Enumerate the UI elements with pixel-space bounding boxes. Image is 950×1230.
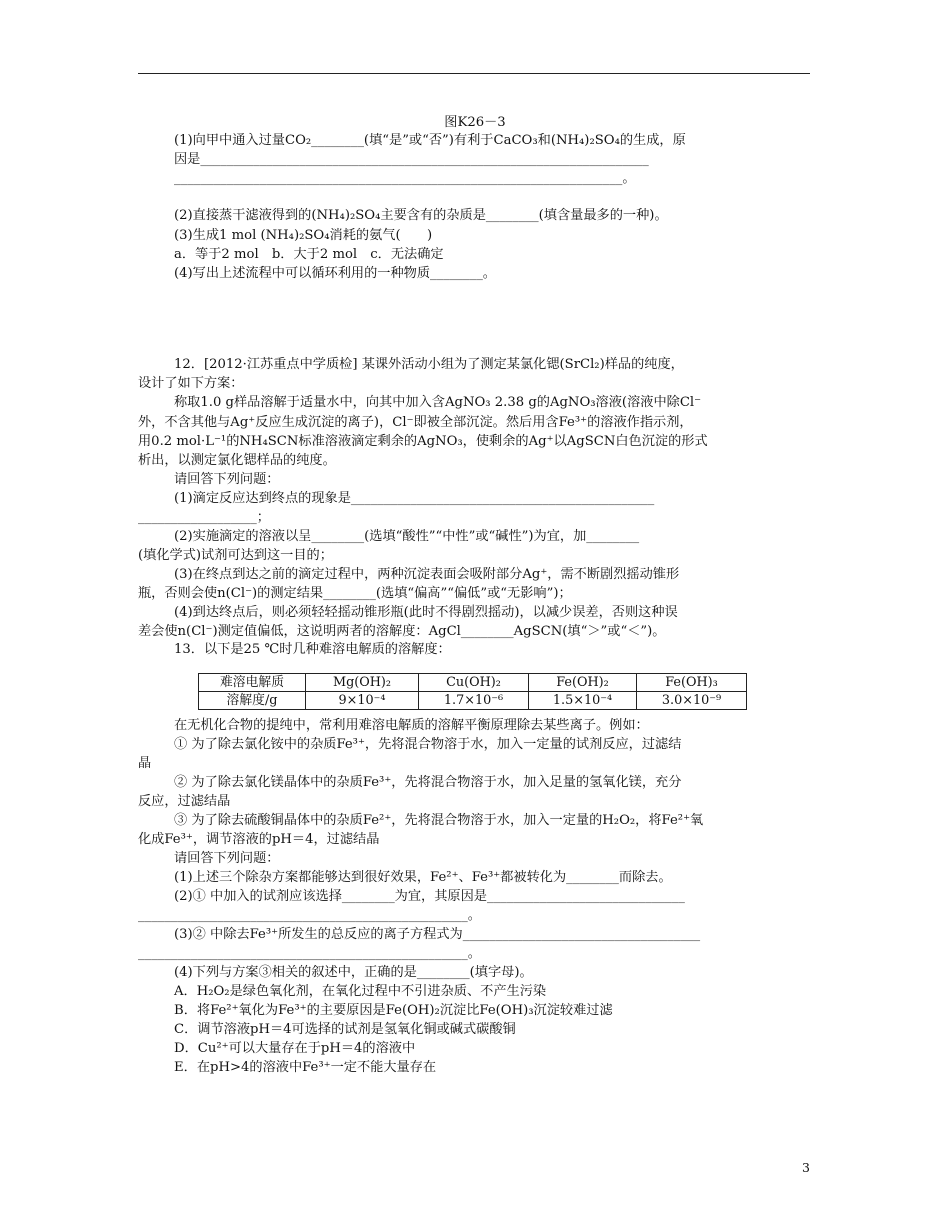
text-line: 12．[2012·江苏重点中学质检] 某课外活动小组为了测定某氯化锶(SrCl₂)样品的纯度， [174,357,684,372]
text-line: 称取1.0 g样品溶解于适量水中，向其中加入含AgNO₃ 2.38 g的AgNO₃溶液(溶液中除Cl⁻ [174,395,702,410]
table-cell: 9×10⁻⁴ [306,692,419,710]
text-line: E．在pH>4的溶液中Fe³⁺一定不能大量存在 [174,1060,437,1075]
table-row [199,692,747,710]
text-line: ____________________________________________________________________。 [174,171,636,186]
text-line: A．H₂O₂是绿色氧化剂，在氧化过程中不引进杂质、不产生污染 [174,984,547,999]
text-line: 因是____________________________________________________________________ [174,152,649,167]
table-cell: 1.5×10⁻⁴ [529,692,637,710]
text-line: 外，不含其他与Ag⁺反应生成沉淀的离子)，Cl⁻即被全部沉淀。然后用含Fe³⁺的溶液作指示剂， [138,415,693,430]
table-header-cell: Cu(OH)₂ [419,674,529,692]
table-cell: 溶解度/g [199,692,306,710]
text-line: 在无机化合物的提纯中，常利用难溶电解质的溶解平衡原理除去某些离子。例如： [174,718,649,733]
table-header-cell: Fe(OH)₂ [529,674,637,692]
text-line: B．将Fe²⁺氧化为Fe³⁺的主要原因是Fe(OH)₂沉淀比Fe(OH)₃沉淀较难过滤 [174,1003,613,1018]
text-line: 请回答下列问题： [174,472,280,487]
text-line: 13．以下是25 ℃时几种难溶电解质的溶解度： [174,642,451,657]
text-line: (3)在终点到达之前的滴定过程中，两种沉淀表面会吸附部分Ag⁺，需不断剧烈摇动锥形 [174,567,680,582]
text-line: (1)滴定反应达到终点的现象是______________________________________________ [174,491,655,506]
table-cell: 3.0×10⁻⁹ [637,692,747,710]
text-line: ③ 为了除去硫酸铜晶体中的杂质Fe²⁺，先将混合物溶于水，加入一定量的H₂O₂，将Fe²⁺氧 [174,813,704,828]
table-header-cell: Mg(OH)₂ [306,674,419,692]
text-line: C．调节溶液pH＝4可选择的试剂是氢氧化铜或碱式碳酸铜 [174,1022,516,1037]
text-line: (3)② 中除去Fe³⁺所发生的总反应的离子方程式为____________________________________ [174,927,701,942]
text-line: (1)上述三个除杂方案都能够达到很好效果，Fe²⁺、Fe³⁺都被转化为________而除去。 [174,870,672,885]
table-cell: 1.7×10⁻⁶ [419,692,529,710]
text-line: a．等于2 mol b．大于2 mol c．无法确定 [174,247,444,262]
text-line: ① 为了除去氯化铵中的杂质Fe³⁺，先将混合物溶于水，加入一定量的试剂反应，过滤结 [174,737,682,752]
header-rule [138,73,810,74]
table-header-cell: Fe(OH)₃ [637,674,747,692]
text-line: (1)向甲中通入过量CO₂________(填“是”或“否”)有利于CaCO₃和(NH₄)₂SO₄的生成，原 [174,133,686,148]
text-line: (4)写出上述流程中可以循环利用的一种物质________。 [174,266,496,281]
text-line: __________________； [138,510,270,525]
text-line: (2)① 中加入的试剂应该选择________为宜，其原因是______________________________ [174,889,685,904]
text-line: 化成Fe³⁺，调节溶液的pH＝4，过滤结晶 [138,832,380,847]
solubility-table [198,673,747,710]
text-line: 瓶，否则会使n(Cl⁻)的测定结果________(选填“偏高”“偏低”或“无影响”)； [138,586,572,601]
figure-caption: 图K26－3 [444,115,506,130]
text-line: (2)直接蒸干滤液得到的(NH₄)₂SO₄主要含有的杂质是________(填含量最多的一种)。 [174,208,668,223]
text-line: D．Cu²⁺可以大量存在于pH＝4的溶液中 [174,1041,416,1056]
table-header-cell: 难溶电解质 [199,674,306,692]
text-line: __________________________________________________。 [138,946,481,961]
text-line: (3)生成1 mol (NH₄)₂SO₄消耗的氨气( ) [174,228,433,243]
text-line: __________________________________________________。 [138,908,481,923]
text-line: (4)到达终点后，则必须轻轻摇动锥形瓶(此时不得剧烈摇动)，以减少误差，否则这种误 [174,605,678,620]
table-header-row [199,674,747,692]
text-line: 请回答下列问题： [174,851,280,866]
text-line: 反应，过滤结晶 [138,794,231,809]
text-line: 析出，以测定氯化锶样品的纯度。 [138,453,336,468]
text-line: (2)实施滴定的溶液以呈________(选填“酸性”“中性”或“碱性”)为宜，加________ [174,529,640,544]
text-line: (4)下列与方案③相关的叙述中，正确的是________(填字母)。 [174,965,533,980]
text-line: 用0.2 mol·L⁻¹的NH₄SCN标准溶液滴定剩余的AgNO₃，使剩余的Ag⁺以AgSCN白色沉淀的形式 [138,434,708,449]
text-line: 差会使n(Cl⁻)测定值偏低，这说明两者的溶解度：AgCl________AgSCN(填“＞”或“＜”)。 [138,624,666,639]
text-line: ② 为了除去氯化镁晶体中的杂质Fe³⁺，先将混合物溶于水，加入足量的氢氧化镁，充分 [174,775,682,790]
text-line: 设计了如下方案： [138,376,244,391]
text-line: (填化学式)试剂可达到这一目的； [138,548,333,563]
text-line: 晶 [138,756,152,771]
page-number: 3 [802,1160,810,1175]
